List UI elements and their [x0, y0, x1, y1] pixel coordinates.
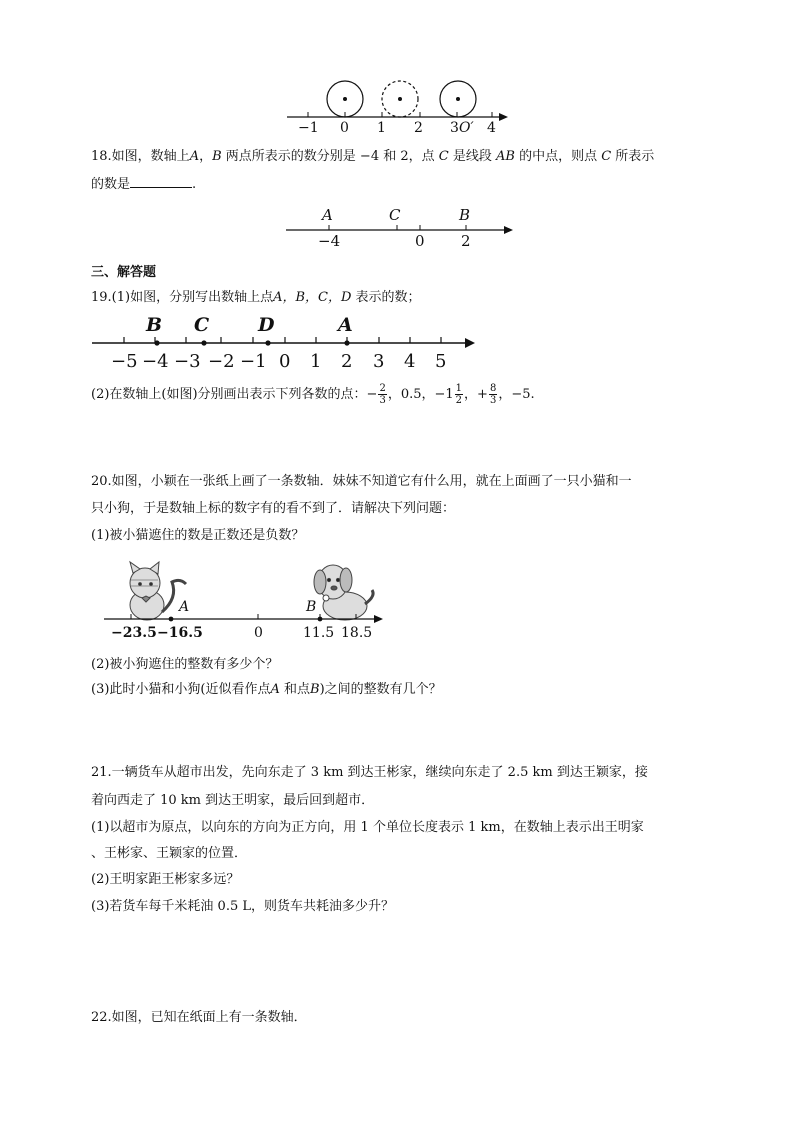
q20-point-b: B	[306, 599, 317, 615]
q21-sub1b: 、王彬家、王颖家的位置．	[91, 846, 248, 861]
q21-sub2: (2)王明家距王彬家多远？	[91, 872, 240, 887]
q19-point-label: C	[194, 314, 210, 336]
q19-text: 19.(1)如图，分别写出数轴上点	[91, 290, 274, 305]
q18-point-label: B	[459, 206, 471, 224]
q19-tick-label: 0	[279, 351, 291, 372]
q18-point-label: A	[322, 206, 333, 224]
q19-tick-label: −4	[142, 351, 169, 372]
fraction-denominator: 2	[455, 395, 463, 406]
q20-text: )之间的整数有几个？	[319, 682, 442, 697]
q20-point-a-ref: A	[270, 682, 280, 697]
fraction-denominator: 3	[489, 395, 497, 406]
q21-sub3: (3)若货车每千米耗油 0.5 L，则货车共耗油多少升？	[91, 899, 394, 914]
q18-tick-label: 0	[415, 232, 425, 250]
q20-tick-label: 0	[254, 625, 263, 641]
q20-tick-label: 18.5	[341, 625, 373, 641]
q20-tick-label: −16.5	[157, 625, 203, 641]
q19-text: ，+	[464, 387, 488, 402]
q20-sub2: (2)被小狗遮住的整数有多少个？	[91, 657, 279, 672]
q19-tick-label: 2	[341, 351, 353, 372]
q19-text: ，−5.	[498, 387, 535, 402]
q19-text: 表示的数；	[351, 290, 421, 305]
q18-point-label: C	[389, 206, 401, 224]
q17-tick-label: 0	[340, 120, 349, 136]
q20-dot-a	[169, 617, 174, 622]
q19-tick-label: 1	[310, 351, 322, 372]
q18-segment-ab: AB	[495, 149, 515, 164]
q20-dot-b	[318, 617, 323, 622]
q19-point-label: B	[146, 314, 163, 336]
q18-tick-label: 2	[461, 232, 471, 250]
q19-tick-label: −5	[111, 351, 138, 372]
q17-tick-label: 2	[414, 120, 423, 136]
q20-line1: 20.如图，小颖在一张纸上画了一条数轴．妹妹不知道它有什么用，就在上面画了一只小猫和一	[91, 474, 632, 489]
q20-axis-arrow	[374, 615, 383, 623]
q20-point-b-ref: B	[310, 682, 320, 697]
q18-text: 两点所表示的数分别是 −4 和 2，点	[221, 149, 439, 164]
q22-line1: 22.如图，已知在纸面上有一条数轴．	[91, 1010, 307, 1025]
q18-point-c: C	[601, 149, 612, 164]
q19-tick-label: −3	[174, 351, 201, 372]
q20-tick-label: −23.5	[111, 625, 157, 641]
q17-tick-label: 1	[377, 120, 386, 136]
q17-tick-label: −1	[298, 120, 319, 136]
q18-text: 的中点，则点	[514, 149, 602, 164]
q19-points: A，B，C，D	[273, 290, 352, 305]
q21-sub1a: (1)以超市为原点，以向东的方向为正方向，用 1 个单位长度表示 1 km，在数轴上表示出王明家	[91, 820, 644, 835]
q21-line2: 着向西走了 10 km 到达王明家，最后回到超市．	[91, 793, 375, 808]
fraction-numerator: 1	[455, 383, 463, 394]
q18-text: 所表示	[611, 149, 655, 164]
q19-text: (2)在数轴上(如图)分别画出表示下列各数的点：−	[91, 387, 378, 402]
q18-text: 是线段	[448, 149, 496, 164]
q19-tick-label: 3	[373, 351, 385, 372]
q19-tick-label: −1	[240, 351, 267, 372]
q20-sub1: (1)被小猫遮住的数是正数还是负数？	[91, 528, 305, 543]
fraction-numerator: 8	[489, 383, 497, 394]
q17-tick-label: 3	[450, 120, 459, 136]
q18-text: ，	[199, 149, 213, 164]
q19-text: ，0.5，−1	[387, 387, 454, 402]
q19-point-label: D	[258, 314, 275, 336]
q17-label-o: O′	[459, 120, 474, 136]
q18-text: 18.如图，数轴上	[91, 149, 190, 164]
q20-text: (3)此时小猫和小狗(近似看作点	[91, 682, 271, 697]
dog-illustration	[314, 565, 373, 620]
q20-text: 和点	[279, 682, 311, 697]
q18-point-a: A	[189, 149, 200, 164]
q18-text: .	[192, 177, 197, 192]
q18-point-c: C	[438, 149, 449, 164]
q20-point-a: A	[179, 599, 190, 615]
q20-line2: 只小狗，于是数轴上标的数字有的看不到了．请解决下列问题：	[91, 501, 456, 516]
q18-tick-label: −4	[318, 232, 341, 250]
q19-tick-label: 5	[435, 351, 447, 372]
q19-tick-label: 4	[404, 351, 416, 372]
q18-text: 的数是	[91, 177, 131, 192]
q20-tick-label: 11.5	[303, 625, 335, 641]
fraction-denominator: 3	[379, 395, 386, 406]
cat-illustration	[130, 562, 186, 620]
q18-point-b: B	[212, 149, 222, 164]
q17-tick-label: 4	[487, 120, 496, 136]
q19-tick-label: −2	[208, 351, 235, 372]
fraction-numerator: 2	[379, 383, 386, 394]
q20-sub3	[91, 682, 442, 698]
q19-point-label: A	[338, 314, 353, 336]
section-heading: 三、解答题	[91, 265, 157, 280]
q21-line1: 21.一辆货车从超市出发，先向东走了 3 km 到达王彬家，继续向东走了 2.5 km 到达王颖家，接	[91, 765, 648, 780]
